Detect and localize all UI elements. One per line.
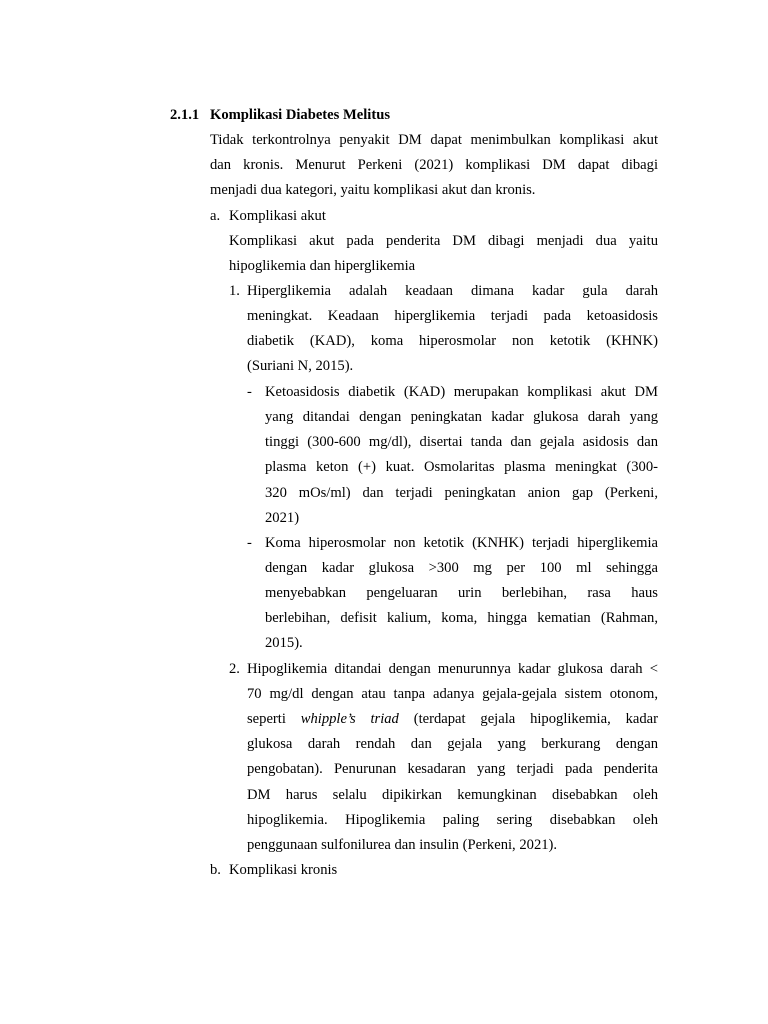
bullet-2-line-4: berlebihan, defisit kalium, koma, hingga kematian (Rahman, <box>265 610 658 626</box>
sub-b-marker: b. <box>210 862 221 878</box>
sub-a-marker: a. <box>210 208 221 224</box>
bullet-2-line-3: menyebabkan pengeluaran urin berlebihan, rasa haus <box>265 585 658 601</box>
item-2-line-7: hipoglikemia. Hipoglikemia paling sering disebabkan oleh <box>247 812 658 828</box>
sub-a-text-2: hipoglikemia dan hiperglikemia <box>229 258 416 274</box>
bullet-1-marker: - <box>247 384 252 400</box>
item-2-line-3 <box>247 707 658 732</box>
bullet-2-line-5: 2015). <box>265 635 303 651</box>
bullet-1-line-2: yang ditandai dengan peningkatan kadar glukosa darah yang <box>265 409 658 425</box>
sub-a-title: Komplikasi akut <box>229 208 326 224</box>
intro-line-2: dan kronis. Menurut Perkeni (2021) komplikasi DM dapat dibagi <box>210 157 658 173</box>
item-2-line-4: glukosa darah rendah dan gejala yang berkurang dengan <box>247 736 658 752</box>
intro-line-3: menjadi dua kategori, yaitu komplikasi akut dan kronis. <box>210 182 536 198</box>
bullet-2-line-1: Koma hiperosmolar non ketotik (KNHK) terjadi hiperglikemia <box>265 535 658 551</box>
item-2-line-1: Hipoglikemia ditandai dengan menurunnya kadar glukosa darah < <box>247 661 658 677</box>
item-2-line-6: DM harus selalu dipikirkan kemungkinan disebabkan oleh <box>247 787 658 803</box>
section-title: Komplikasi Diabetes Melitus <box>210 107 390 123</box>
item-2-line-8: penggunaan sulfonilurea dan insulin (Perkeni, 2021). <box>247 837 558 853</box>
whipples-triad-term: whipple’s triad <box>300 711 399 727</box>
item-1-marker: 1. <box>229 283 240 299</box>
sub-a-text-1: Komplikasi akut pada penderita DM dibagi menjadi dua yaitu <box>229 233 658 249</box>
item-1-line-3: diabetik (KAD), koma hiperosmolar non ketotik (KHNK) <box>247 333 658 349</box>
bullet-2-marker: - <box>247 535 252 551</box>
bullet-1-line-6: 2021) <box>265 510 300 526</box>
item-2-line-5: pengobatan). Penurunan kesadaran yang terjadi pada penderita <box>247 761 658 777</box>
bullet-1-line-1: Ketoasidosis diabetik (KAD) merupakan komplikasi akut DM <box>265 384 658 400</box>
bullet-1-line-4: plasma keton (+) kuat. Osmolaritas plasma meningkat (300- <box>265 459 658 475</box>
item-1-line-1: Hiperglikemia adalah keadaan dimana kadar gula darah <box>247 283 658 299</box>
item-1-line-4: (Suriani N, 2015). <box>247 358 354 374</box>
bullet-2-line-2: dengan kadar glukosa >300 mg per 100 ml sehingga <box>265 560 658 576</box>
bullet-1-line-3: tinggi (300-600 mg/dl), disertai tanda dan gejala asidosis dan <box>265 434 658 450</box>
item-2-line-2: 70 mg/dl dengan atau tanpa adanya gejala-gejala sistem otonom, <box>247 686 658 702</box>
item-2-line-3-pre: seperti <box>247 711 301 727</box>
section-number: 2.1.1 <box>170 107 200 123</box>
item-2-marker: 2. <box>229 661 240 677</box>
intro-line-1: Tidak terkontrolnya penyakit DM dapat menimbulkan komplikasi akut <box>210 132 658 148</box>
item-2-line-3-post: (terdapat gejala hipoglikemia, kadar <box>398 711 658 727</box>
item-1-line-2: meningkat. Keadaan hiperglikemia terjadi pada ketoasidosis <box>247 308 658 324</box>
bullet-1-line-5: 320 mOs/ml) dan terjadi peningkatan anion gap (Perkeni, <box>265 485 658 501</box>
sub-b-title: Komplikasi kronis <box>229 862 338 878</box>
